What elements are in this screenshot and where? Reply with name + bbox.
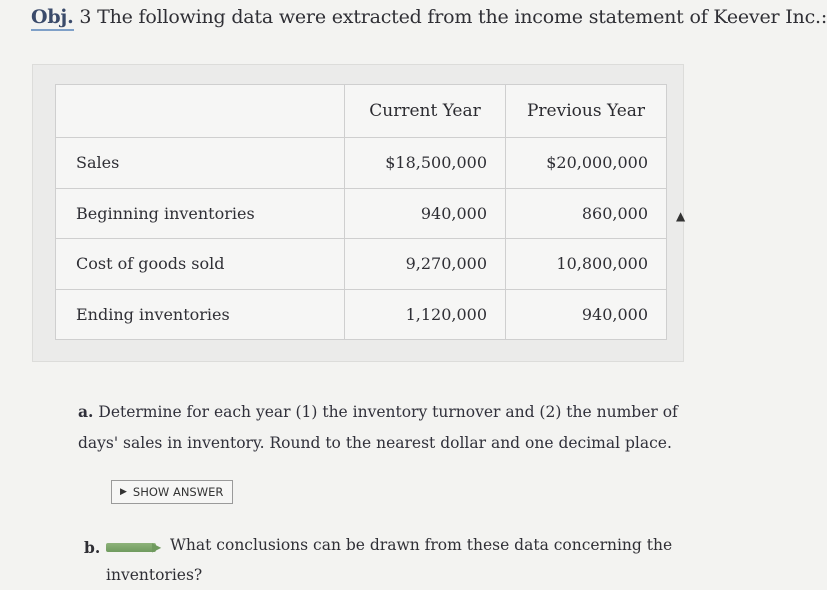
current-value: 1,120,000 xyxy=(345,289,506,340)
mouse-cursor-icon: ▲ xyxy=(676,209,686,223)
problem-title-text: 3 The following data were extracted from the income statement of Keever Inc.: xyxy=(73,6,827,28)
triangle-right-icon: ▶ xyxy=(120,487,127,497)
row-label: Beginning inventories xyxy=(56,188,345,239)
question-b-letter: b. xyxy=(84,538,101,557)
table-row xyxy=(56,138,667,189)
previous-value: 860,000 xyxy=(506,188,667,239)
row-label: Sales xyxy=(56,138,345,189)
current-value: 940,000 xyxy=(345,188,506,239)
previous-value: 10,800,000 xyxy=(506,239,667,290)
income-statement-table xyxy=(55,84,667,340)
question-a xyxy=(78,396,678,459)
table-row xyxy=(56,289,667,340)
problem-title xyxy=(31,6,827,28)
header-previous-year: Previous Year xyxy=(506,85,667,138)
table-header-row xyxy=(56,85,667,138)
question-a-text: Determine for each year (1) the inventory turnover and (2) the number of days' sales in inventory. Round to the nearest dollar and one decimal place. xyxy=(78,403,678,452)
table-row xyxy=(56,239,667,290)
arrow-right-icon: ▶ xyxy=(152,540,162,554)
table-row xyxy=(56,188,667,239)
data-table-panel xyxy=(32,64,684,362)
current-value: $18,500,000 xyxy=(345,138,506,189)
question-a-letter: a. xyxy=(78,402,94,421)
question-b-text: What conclusions can be drawn from these data concerning the xyxy=(170,536,673,554)
row-label: Ending inventories xyxy=(56,289,345,340)
previous-value: $20,000,000 xyxy=(506,138,667,189)
table-header-empty xyxy=(56,85,345,138)
show-answer-button[interactable] xyxy=(111,480,233,504)
answer-blank-field[interactable] xyxy=(106,543,156,552)
current-value: 9,270,000 xyxy=(345,239,506,290)
header-current-year: Current Year xyxy=(345,85,506,138)
objective-label: Obj. xyxy=(31,6,74,31)
question-b-text-continued: inventories? xyxy=(106,566,203,584)
show-answer-label: SHOW ANSWER xyxy=(132,485,224,499)
row-label: Cost of goods sold xyxy=(56,239,345,290)
previous-value: 940,000 xyxy=(506,289,667,340)
